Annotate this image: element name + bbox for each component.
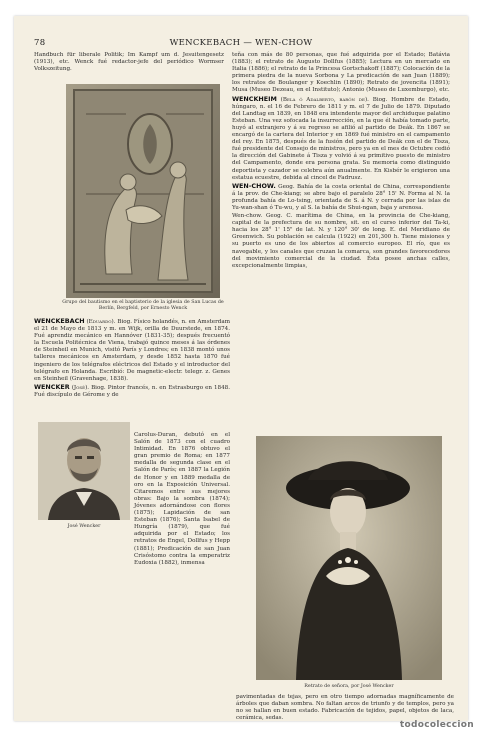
left-bottom-text <box>134 432 230 612</box>
wencker-works-continuation: teña con más de 80 personas, que fué adquirida por el Estado; Batávia (1883); el retrato de Augusto Dollfus (1885); Lectura en un mercado en Italia (1886); el retrato de la Princesa Gortschakoff (1887); Colocación de la primera piedra de la nueva Sorbona y La predicación de san Juan (1889); los retratos de Boulanger y Koechlin (1890); Retrato de jovencita (1891); Musa (Museo Dezeau, en el Instituto); Antonio (Museo de Luxemburgo), etc. <box>232 52 450 94</box>
bas-relief-figure <box>66 84 220 298</box>
wencker-headword: WENCKER <box>34 382 70 391</box>
right-bottom-text <box>236 694 454 722</box>
wenckheim-entry <box>232 96 450 182</box>
running-header <box>14 38 468 52</box>
watermark: todocoleccion <box>399 720 474 730</box>
wenckheim-name: (Bela ó Adalberto, barón de). <box>280 96 369 103</box>
wencker-portrait-caption: José Wencker <box>67 524 101 529</box>
right-column-top <box>232 52 450 436</box>
wencker-portrait-figure <box>38 422 130 520</box>
handbuch-paragraph: Handbuch für liberale Politik; Im Kampf um d. Jesuitengesetz (1913), etc. Wenck fué redactor-jefe del periódico Wormser Volkszeitung. <box>34 52 224 73</box>
wenchow-continuation: pavimentadas de tejas, pero en otro tiempo adornadas magníficamente de árboles que daban sombra. No faltan arcos de triunfo y de templos, pero ya no se hallan en buen estado. Fabricación de tejidos, papel, objetos de laca, cerámica, sedas. <box>236 694 454 722</box>
wencker-entry <box>34 384 230 399</box>
lady-portrait-caption: Retrato de señora, por José Wencker <box>304 684 394 689</box>
wenckebach-entry <box>34 318 230 383</box>
wenckebach-name: (Eduardo). <box>86 319 116 325</box>
wenchow-bay-text: Geog. Bahía de la costa oriental de China, correspondiente á la prov. de Che-kiang; se abre bajo el paralelo 28° 15' N. Forma al N. la profunda bahía de Lo-tsing, orientada de S. á N. y cerrada por las islas de Yu-wan-shan ó Tu-wu, y al S. la bahía de Shui-ngan, baja y arenosa. <box>232 183 451 211</box>
wencker-portrait-image <box>38 422 130 520</box>
running-title: WENCKEBACH — WEN-CHOW <box>169 38 313 48</box>
wenchow-bay-entry <box>232 183 450 212</box>
page-number: 78 <box>34 38 46 48</box>
wenckheim-text: Biog. Hombre de Estado, húngaro, n. el 16 de Febrero de 1811 y m. el 7 de Julio de 1879. Diputado del Landtag en 1839, en 1848 era intendente mayor del archiduque palatino Esteban. Una vez sofocada la insurrección, en la que él había tomado parte, huyó al extranjero y á su regreso se afilió al partido de Deák. En 1867 se encargó de la cartera del Interior y en 1869 fué ministro en el campamento del rey. En 1875, después de la fusión del partido de Deák con el de Tisza, fué presidente del Consejo de ministros, pero ya en el mes de Octubre cedió la dirección del Gabinete á Tisza y volvió á su primitivo puesto de ministro del Campamento, donde era persona grata. Su memoria como distinguido deportista y cazador se celebra aún anualmente. En Kisbér le erigieron una estatua ecuestre, debida al cincel de Fadrusz. <box>232 96 450 181</box>
wencker-name: (José). <box>71 384 90 391</box>
wencker-text-b: Carolus-Duran, debutó en el Salón de 1873 con el cuadro Intimidad. En 1876 obtuvo el gran premio de Roma; en 1877 medalla de segunda clase en el Salón de París; en 1887 la Legión de Honor y en 1889 medalla de oro en la Exposición Universal. Citaremos entre sus mejores obras: Bajo la sombra (1874); Jóvenes adornándose con flores (1875); Lapidación de san Esteban (1876); Santa Isabel de Hungría (1879), que fué adquirida por el Estado; los retratos de Engel, Dollfus y Hepp (1881); Predicación de san Juan Crisóstomo contra la emperatriz Eudoxia (1882), inmensa <box>134 432 230 566</box>
lady-portrait-image <box>256 436 442 680</box>
wenchow-city-entry: Wen-chow. Geog. C. marítima de China, en la provincia de Che-kiang, capital de la prefectura de su nombre, sit. en el curso inferior del Ta-ki, hacia los 28° 1' 15" de lat. N. y 120° 30' de long. E. del Meridiano de Greenwich. Su población se calcula (1922) en 201,300 h. Tiene misiones y su puerto es uno de los abiertos al comercio europeo. El río, que es navegable, y los canales que cruzan la comarca, son grandes favorecedores del movimiento comercial de la ciudad. Ésta posee anchas calles, excepcionalmente limpias, <box>232 213 450 269</box>
wenckebach-text: Biog. Físico holandés, n. en Amsterdam el 21 de Mayo de 1813 y m. en Wijk, orilla de Duurstede, en 1874. Fué aprendiz mecánico en Hannóver (1831-35); después frecuentó la Escuela Politécnica de Viena, trabajó quince meses á las órdenes de Steinheil en Munich, visitó París y Londres; en 1838 montó unos talleres mecánicos en Amsterdam, y desde 1852 hasta 1870 fué ingeniero de los telégrafos eléctricos del Estado y el introductor del telégrafo en Holanda. Escribió: De magnetic-electr. telegr. z. Genes en Steinheil (Gravenhage, 1838). <box>34 319 231 382</box>
wencker-text-a: Biog. Pintor francés, n. en Estrasburgo en 1848. Fué discípulo de Gérome y de <box>34 384 231 398</box>
wenchow-headword: WEN-CHOW. <box>232 181 276 190</box>
lady-portrait-figure <box>256 436 442 680</box>
left-top-text <box>34 52 224 74</box>
wenckebach-headword: WENCKEBACH <box>34 317 85 325</box>
wenckheim-headword: WENCKHEIM <box>232 94 277 103</box>
bas-relief-image <box>66 84 220 298</box>
bas-relief-caption: Grupo del bautismo en el baptisterio de la iglesia de San Lucas de Berlín, Bergfeld, por Ernesto Wenck <box>62 300 224 311</box>
document-page <box>14 16 468 721</box>
